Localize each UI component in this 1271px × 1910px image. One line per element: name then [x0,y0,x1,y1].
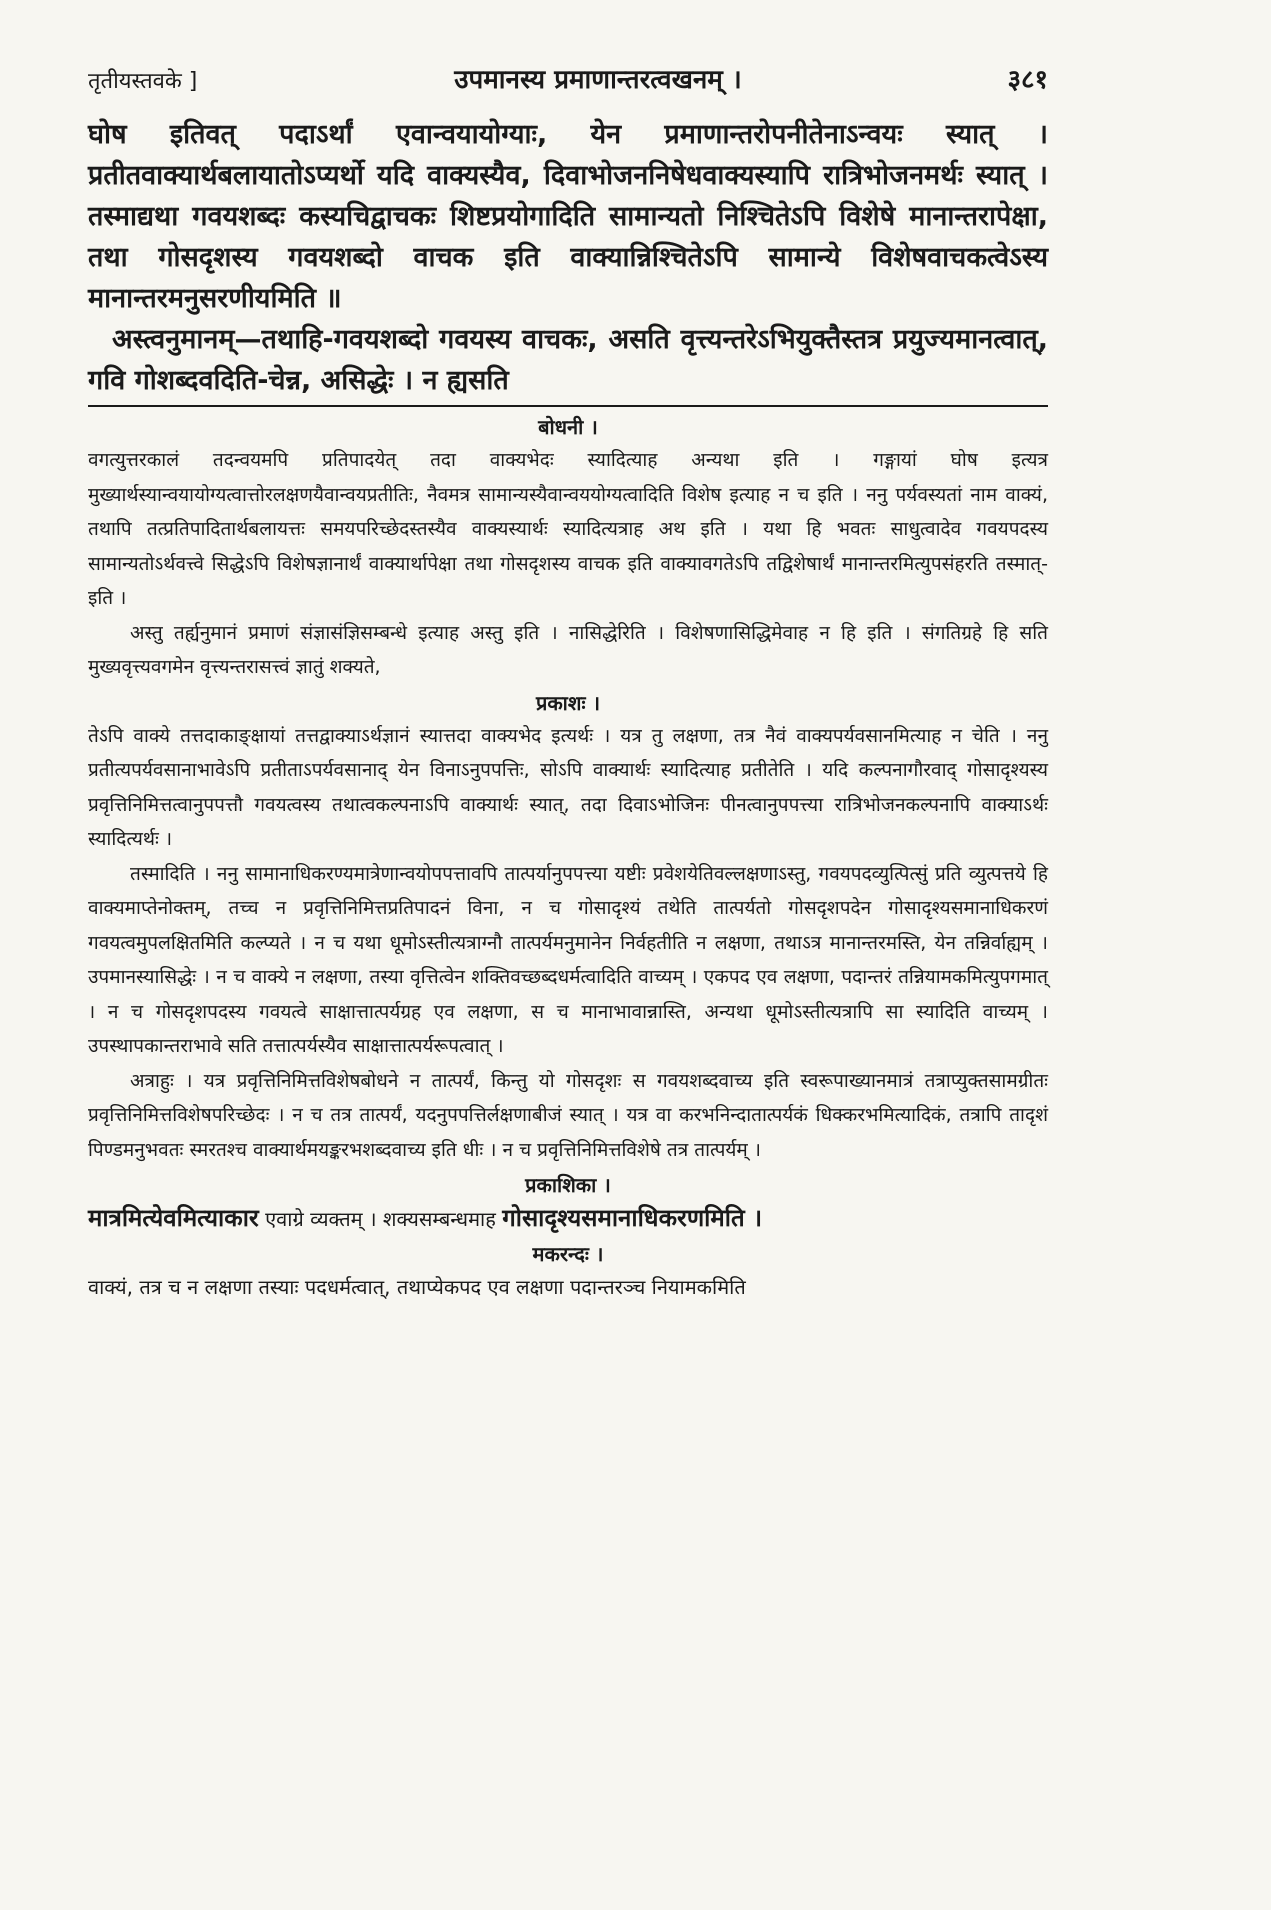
bodhani-commentary [88,443,1048,685]
prakasha-commentary [88,719,1048,1168]
bodhani-paragraph-1: वगत्युत्तरकालं तदन्वयमपि प्रतिपादयेत् तदा वाक्यभेदः स्यादित्याह अन्यथा इति । गङ्गायां घोष इत्यत्र मुख्यार्थस्यान्वयायोग्यत्वात्तोरलक्षणयैवान्वयप्रतीतिः, नैवमत्र सामान्यस्यैवान्वययोग्यत्वादिति विशेष इत्याह न च इति । ननु पर्यवस्यतां नाम वाक्यं, तथापि तत्प्रतिपादितार्थबलायत्तः समयपरिच्छेदस्तस्यैव वाक्यस्यार्थः स्यादित्यत्राह अथ इति । यथा हि भवतः साधुत्वादेव गवयपदस्य सामान्यतोऽर्थवत्त्वे सिद्धेऽपि विशेषज्ञानार्थं वाक्यार्थापेक्षा तथा गोसदृशस्य वाचक इति वाक्यावगतेऽपि तद्विशेषार्थं मानान्तरमित्युपसंहरति तस्मात्-इति । [88,449,1048,609]
prakashika-term: गोसादृश्यसमानाधिकरणमिति । [502,1204,763,1232]
main-text [88,114,1048,401]
prakashika-middle: एवाग्रे व्यक्तम् । शक्यसम्बन्धमाह [265,1207,496,1231]
makaranda-title: मकरन्दः । [532,1242,604,1266]
header-section-label: तृतीयस्तवके ] [88,69,198,94]
prakashika-prefix: मात्रमित्येवमित्याकार [88,1204,259,1232]
prakasha-paragraph-1: तेऽपि वाक्ये तत्तदाकाङ्क्षायां तत्तद्वाक्याऽर्थज्ञानं स्यात्तदा वाक्यभेद इत्यर्थः । यत्र तु लक्षणा, तत्र नैवं वाक्यपर्यवसानमित्याह न चेति । ननु प्रतीत्यपर्यवसानाभावेऽपि प्रतीताऽपर्यवसानाद् येन विनाऽनुपपत्तिः, सोऽपि वाक्यार्थः स्यादित्याह प्रतीतेति । यदि कल्पनागौरवाद् गोसादृश्यस्य प्रवृत्तिनिमित्तत्वानुपपत्तौ गवयत्वस्य तथात्वकल्पनाऽपि वाक्यार्थः स्यात्, तदा दिवाऽभोजिनः पीनत्वानुपपत्त्या रात्रिभोजनकल्पनापि वाक्याऽर्थः स्यादित्यर्थः । [88,724,1048,850]
bodhani-title: बोधनी । [538,415,598,439]
main-paragraph-1: घोष इतिवत् पदाऽर्थां एवान्वयायोग्याः, येन प्रमाणान्तरोपनीतेनाऽन्वयः स्यात् । प्रतीतवाक्यार्थबलायातोऽप्यर्थो यदि वाक्यस्यैव, दिवाभोजननिषेधवाक्यस्यापि रात्रिभोजनमर्थः स्यात् । तस्माद्यथा गवयशब्दः कस्यचिद्वाचकः शिष्टप्रयोगादिति सामान्यतो निश्चितेऽपि विशेषे मानान्तरापेक्षा, तथा गोसदृशस्य गवयशब्दो वाचक इति वाक्यान्निश्चितेऽपि सामान्ये विशेषवाचकत्वेऽस्य मानान्तरमनुसरणीयमिति ॥ [88,119,1048,314]
prakashika-line [88,1201,1048,1236]
makaranda-line: वाक्यं, तत्र च न लक्षणा तस्याः पदधर्मत्वात्, तथाप्येकपद एव लक्षणा पदान्तरञ्च नियामकमिति [88,1275,746,1299]
prakasha-paragraph-2: तस्मादिति । ननु सामानाधिकरण्यमात्रेणान्वयोपपत्तावपि तात्पर्यानुपपत्त्या यष्टीः प्रवेशयेतिवल्लक्षणाऽस्तु, गवयपदव्युत्पित्सुं प्रति व्युत्पत्तये हि वाक्यमाप्तेनोक्तम्, तच्च न प्रवृत्तिनिमित्तप्रतिपादनं विना, न च गोसादृश्यं तथेति तात्पर्यतो गोसदृशपदेन गोसादृश्यसमानाधिकरणं गवयत्वमुपलक्षितमिति कल्प्यते । न च यथा धूमोऽस्तीत्यत्राग्नौ तात्पर्यमनुमानेन निर्वहतीति न लक्षणा, तथाऽत्र मानान्तरमस्ति, येन तन्निर्वाह्यम् । उपमानस्यासिद्धेः । न च वाक्ये न लक्षणा, तस्या वृत्तित्वेन शक्तिवच्छब्दधर्मत्वादिति वाच्यम् । एकपद एव लक्षणा, पदान्तरं तन्नियामकमित्युपगमात् । न च गोसदृशपदस्य गवयत्वे साक्षात्तात्पर्यग्रह एव लक्षणा, स च मानाभावान्नास्ति, अन्यथा धूमोऽस्तीत्यत्रापि सा स्यादिति वाच्यम् । उपस्थापकान्तराभावे सति तत्तात्पर्यस्यैव साक्षात्तात्पर्यरूपत्वात् । [88,862,1048,1057]
prakashika-title: प्रकाशिका । [525,1173,611,1197]
prakasha-paragraph-3: अत्राहुः । यत्र प्रवृत्तिनिमित्तविशेषबोधने न तात्पर्यं, किन्तु यो गोसदृशः स गवयशब्दवाच्य इति स्वरूपाख्यानमात्रं तत्राप्युक्तसामग्रीतः प्रवृत्तिनिमित्तविशेषपरिच्छेदः । न च तत्र तात्पर्यं, यदनुपपत्तिर्लक्षणाबीजं स्यात् । यत्र वा करभनिन्दातात्पर्यकं धिक्करभमित्यादिकं, तत्रापि तादृशं पिण्डमनुभवतः स्मरतश्च वाक्यार्थमयङ्करभशब्दवाच्य इति धीः । न च प्रवृत्तिनिमित्तविशेषे तत्र तात्पर्यम् । [88,1069,1048,1161]
main-paragraph-2: अस्त्वनुमानम्—तथाहि-गवयशब्दो गवयस्य वाचकः, असति वृत्त्यन्तरेऽभियुक्तैस्तत्र प्रयुज्यमानत्वात्, गवि गोशब्दवदिति-चेन्न, असिद्धेः । न ह्यसति [88,324,1048,396]
running-header [88,60,1048,104]
bodhani-paragraph-2: अस्तु तर्ह्यनुमानं प्रमाणं संज्ञासंज्ञिसम्बन्धे इत्याह अस्तु इति । नासिद्धेरिति । विशेषणासिद्धिमेवाह न हि इति । संगतिग्रहे हि सति मुख्यवृत्त्यवगमेन वृत्त्यन्तरासत्त्वं ज्ञातुं शक्यते, [88,621,1048,678]
divider-rule [88,405,1048,407]
header-title: उपमानस्य प्रमाणान्तरत्वखनम् । [454,65,742,95]
page [88,60,1048,1304]
prakasha-title: प्रकाशः । [535,690,601,715]
page-number: ३८१ [1007,65,1048,95]
